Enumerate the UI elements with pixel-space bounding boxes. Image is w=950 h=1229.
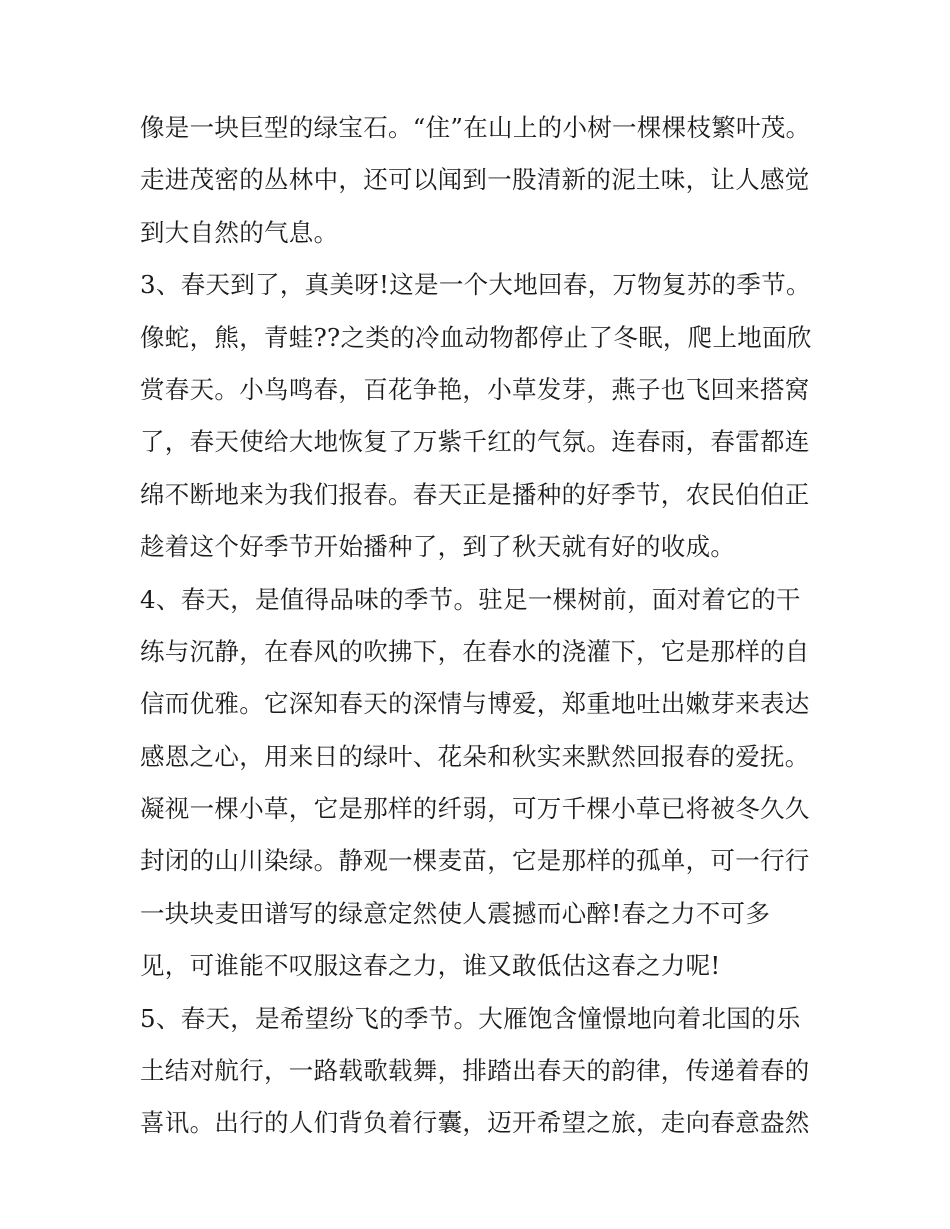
text-line: 一块块麦田谱写的绿意定然使人震撼而心醉!春之力不可多: [140, 898, 771, 928]
text-line: 见，可谁能不叹服这春之力，谁又敢低估这春之力呢!: [140, 951, 721, 981]
document-body: [140, 102, 830, 1150]
text-line: 封闭的山川染绿。静观一棵麦苗，它是那样的孤单，可一行行: [140, 846, 810, 876]
text-line: 像是一块巨型的绿宝石。“住”在山上的小树一棵棵枝繁叶茂。: [140, 113, 811, 142]
text-line: 凝视一棵小草，它是那样的纤弱，可万千棵小草已将被冬久久: [140, 794, 810, 824]
text-line: 4、春天，是值得品味的季节。驻足一棵树前，面对着它的干: [140, 584, 801, 614]
text-line: 到大自然的气息。: [140, 217, 339, 247]
text-line: 绵不断地来为我们报春。春天正是播种的好季节，农民伯伯正: [140, 479, 810, 509]
text-line: 了，春天使给大地恢复了万紫千红的气氛。连春雨，春雷都连: [140, 427, 810, 457]
text-line: 赏春天。小鸟鸣春，百花争艳，小草发芽，燕子也飞回来搭窝: [140, 374, 810, 404]
text-line: 趁着这个好季节开始播种了，到了秋天就有好的收成。: [140, 532, 736, 562]
text-line: 感恩之心，用来日的绿叶、花朵和秋实来默然回报春的爱抚。: [140, 741, 810, 771]
text-line: 喜讯。出行的人们背负着行囊，迈开希望之旅，走向春意盎然: [140, 1108, 810, 1138]
text-line: 像蛇，熊，青蛙??之类的冷血动物都停止了冬眠，爬上地面欣: [140, 322, 812, 352]
text-line: 练与沉静，在春风的吹拂下，在春水的浇灌下，它是那样的自: [140, 636, 810, 666]
text-line: 走进茂密的丛林中，还可以闻到一股清新的泥土味，让人感觉: [140, 165, 810, 195]
text-line: 信而优雅。它深知春天的深情与博爱，郑重地吐出嫩芽来表达: [140, 689, 810, 719]
text-line: 土结对航行，一路载歌载舞，排踏出春天的韵律，传递着春的: [140, 1056, 810, 1086]
text-line: 5、春天，是希望纷飞的季节。大雁饱含憧憬地向着北国的乐: [140, 1003, 801, 1033]
text-line: 3、春天到了，真美呀!这是一个大地回春，万物复苏的季节。: [140, 270, 811, 300]
